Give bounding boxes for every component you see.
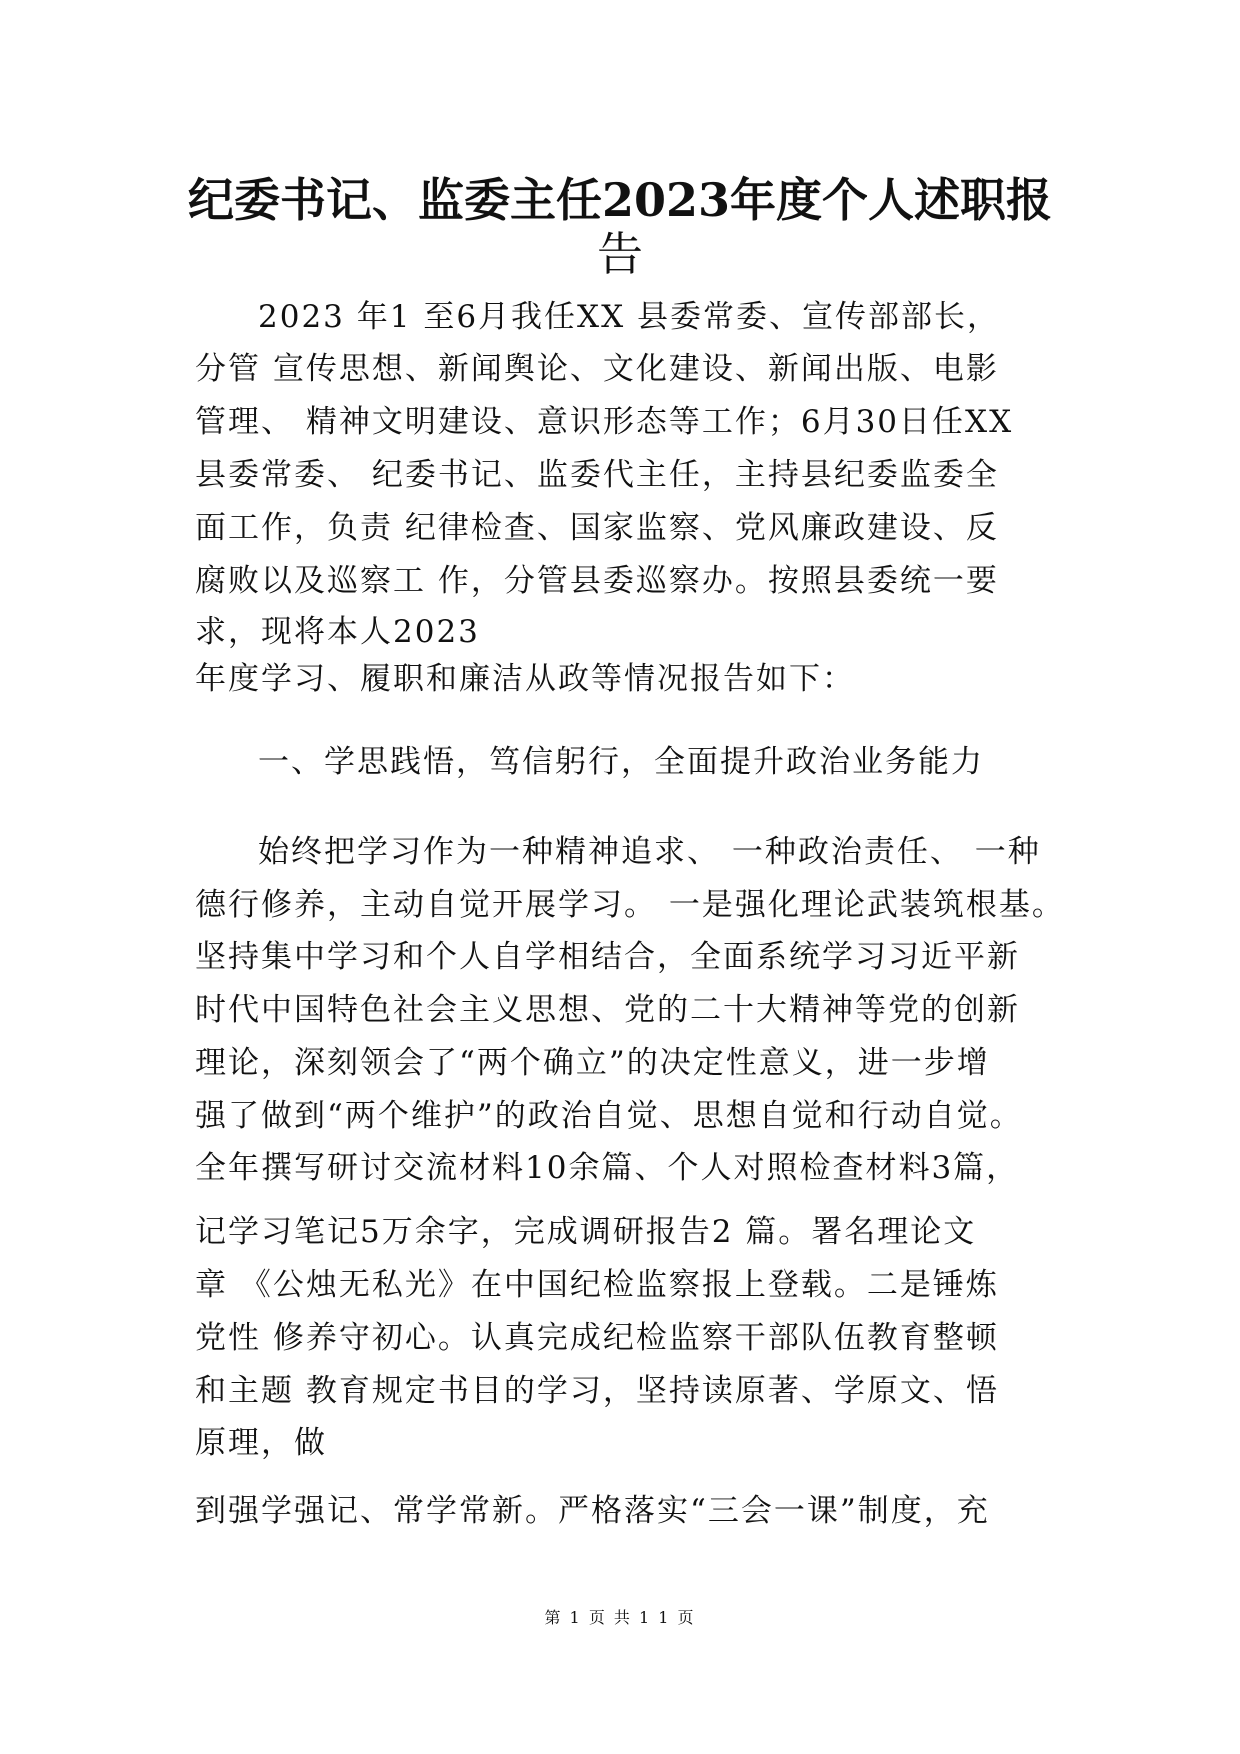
document-title-line-1: 纪委书记、监委主任2023年度个人述职报 [187, 173, 1053, 227]
paragraph-2-line-12: 原理，做 [195, 1425, 327, 1461]
document-title-line-2: 告 [597, 227, 643, 281]
paragraph-2-line-4: 时代中国特色社会主义思想、党的二十大精神等党的创新 [195, 992, 1020, 1028]
paragraph-2-line-5: 理论，深刻领会了“两个确立”的决定性意义，进一步增 [195, 1045, 990, 1081]
paragraph-2-line-9: 章 《公烛无私光》在中国纪检监察报上登载。二是锤炼 [195, 1267, 999, 1303]
section-heading-1: 一、学思践悟，笃信躬行，全面提升政治业务能力 [258, 744, 984, 780]
paragraph-2-line-1: 始终把学习作为一种精神追求、 一种政治责任、 一种 [258, 834, 1041, 870]
paragraph-1-line-6: 腐败以及巡察工 作，分管县委巡察办。按照县委统一要 [195, 563, 999, 599]
paragraph-2-line-11: 和主题 教育规定书目的学习，坚持读原著、学原文、悟 [195, 1373, 999, 1409]
paragraph-1-line-4: 县委常委、 纪委书记、监委代主任，主持县纪委监委全 [195, 457, 999, 493]
paragraph-2-line-7: 全年撰写研讨交流材料10余篇、个人对照检查材料3篇， [195, 1150, 1020, 1186]
paragraph-1-line-7: 求，现将本人2023 [195, 614, 480, 650]
paragraph-2-line-10: 党性 修养守初心。认真完成纪检监察干部队伍教育整顿 [195, 1320, 999, 1356]
paragraph-1-line-2: 分管 宣传思想、新闻舆论、文化建设、新闻出版、电影 [195, 351, 999, 387]
page-footer: 第 1 页 共 1 1 页 [544, 1608, 696, 1627]
paragraph-1-line-1: 2023 年1 至6月我任XX 县委常委、宣传部部长， [258, 299, 1001, 335]
paragraph-2-line-8: 记学习笔记5万余字，完成调研报告2 篇。署名理论文 [195, 1214, 977, 1250]
paragraph-1-line-8: 年度学习、履职和廉洁从政等情况报告如下： [195, 661, 855, 697]
paragraph-2-line-2: 德行修养，主动自觉开展学习。 一是强化理论武装筑根基。 [195, 887, 1065, 923]
paragraph-1-line-5: 面工作，负责 纪律检查、国家监察、党风廉政建设、反 [195, 510, 999, 546]
paragraph-2-line-13: 到强学强记、常学常新。严格落实“三会一课”制度，充 [195, 1493, 990, 1529]
paragraph-2-line-3: 坚持集中学习和个人自学相结合，全面系统学习习近平新 [195, 939, 1020, 975]
paragraph-2-line-6: 强了做到“两个维护”的政治自觉、思想自觉和行动自觉。 [195, 1098, 1023, 1134]
paragraph-1-line-3: 管理、 精神文明建设、意识形态等工作；6月30日任XX [195, 404, 1014, 440]
